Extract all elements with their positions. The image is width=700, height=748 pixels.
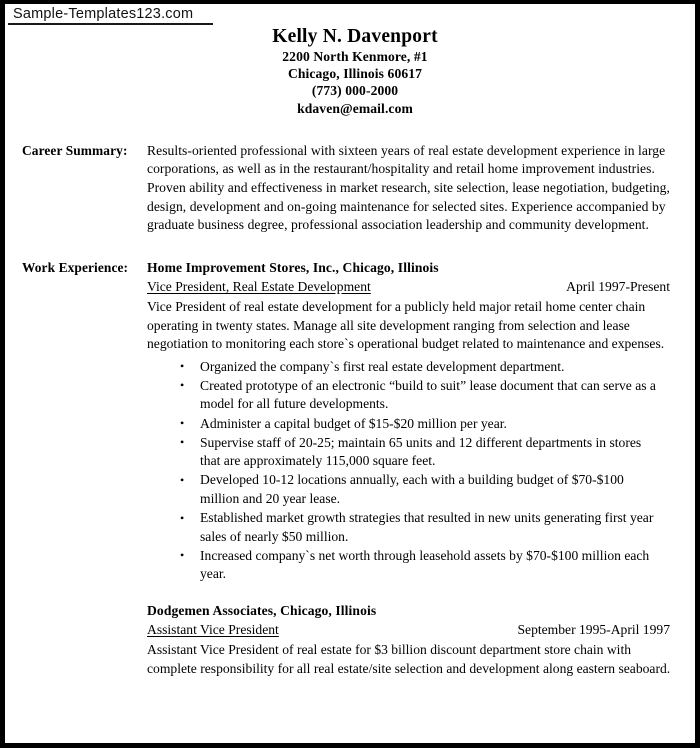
- candidate-name: Kelly N. Davenport: [272, 26, 438, 47]
- resume-header: [15, 25, 695, 117]
- job-company: Home Improvement Stores, Inc., Chicago, Illinois: [147, 259, 439, 275]
- list-item: • Created prototype of an electronic “build to suit” lease document that can serve as a model for all future developments.: [147, 377, 672, 414]
- candidate-phone: (773) 000-2000: [311, 83, 399, 99]
- list-item: • Supervise staff of 20-25; maintain 65 units and 12 different departments in stores that are approximately 115,000 square feet.: [147, 434, 672, 471]
- job-achievements-list: [147, 358, 672, 584]
- job-dates: September 1995-April 1997: [517, 622, 670, 638]
- candidate-address-line1: 2200 North Kenmore, #1: [282, 49, 428, 64]
- list-item: • Increased company`s net worth through leasehold assets by $70-$100 million each year.: [147, 547, 672, 584]
- job-title: Vice President, Real Estate Development: [147, 279, 371, 295]
- job-entry: [147, 259, 672, 584]
- work-experience-label: Work Experience:: [22, 259, 129, 275]
- job-title-row: [147, 278, 672, 297]
- job-title-row: [147, 621, 672, 640]
- section-work-experience: [5, 259, 695, 678]
- job-description: Vice President of real estate development for a publicly held major retail home center chain operating in twenty states. Manage all site development ranging from selection and lease negotiation to monitoring each store`s operational budget related to maintenance and expenses.: [147, 298, 665, 352]
- job-description: Assistant Vice President of real estate for $3 billion discount department store chain with complete responsibility for all real estate/site selection and development along eastern seaboard.: [147, 642, 671, 676]
- list-item: • Developed 10-12 locations annually, each with a building budget of $70-$100 million and 20 year lease.: [147, 471, 672, 508]
- job-title: Assistant Vice President: [147, 622, 279, 638]
- career-summary-label: Career Summary:: [22, 142, 128, 158]
- job-dates: April 1997-Present: [566, 279, 670, 295]
- watermark-sample-templates: Sample-Templates123.com: [8, 5, 213, 25]
- candidate-email: kdaven@email.com: [297, 100, 413, 116]
- job-entry: [147, 602, 672, 678]
- section-career-summary: [5, 142, 695, 235]
- list-item: • Administer a capital budget of $15-$20 million per year.: [147, 415, 672, 434]
- career-summary-text: Results-oriented professional with sixteen years of real estate development experience in large corporations, as well as in the restaurant/hospitality and retail home improvement industries. Proven ability and effectiveness in market research, site selection, lease negotiation, budgeting, design, development and on-going maintenance for selected sites. Experience accompanied by graduate business degree, professional association leadership and community development.: [147, 142, 670, 233]
- list-item: • Organized the company`s first real estate development department.: [147, 358, 672, 377]
- career-summary-content: [147, 142, 695, 235]
- candidate-address-line2: Chicago, Illinois 60617: [287, 66, 423, 82]
- list-item: • Established market growth strategies that resulted in new units generating first year sales of nearly $50 million.: [147, 509, 672, 546]
- work-experience-content: [147, 259, 695, 678]
- resume-sheet: [5, 4, 695, 743]
- job-company: Dodgemen Associates, Chicago, Illinois: [147, 602, 377, 618]
